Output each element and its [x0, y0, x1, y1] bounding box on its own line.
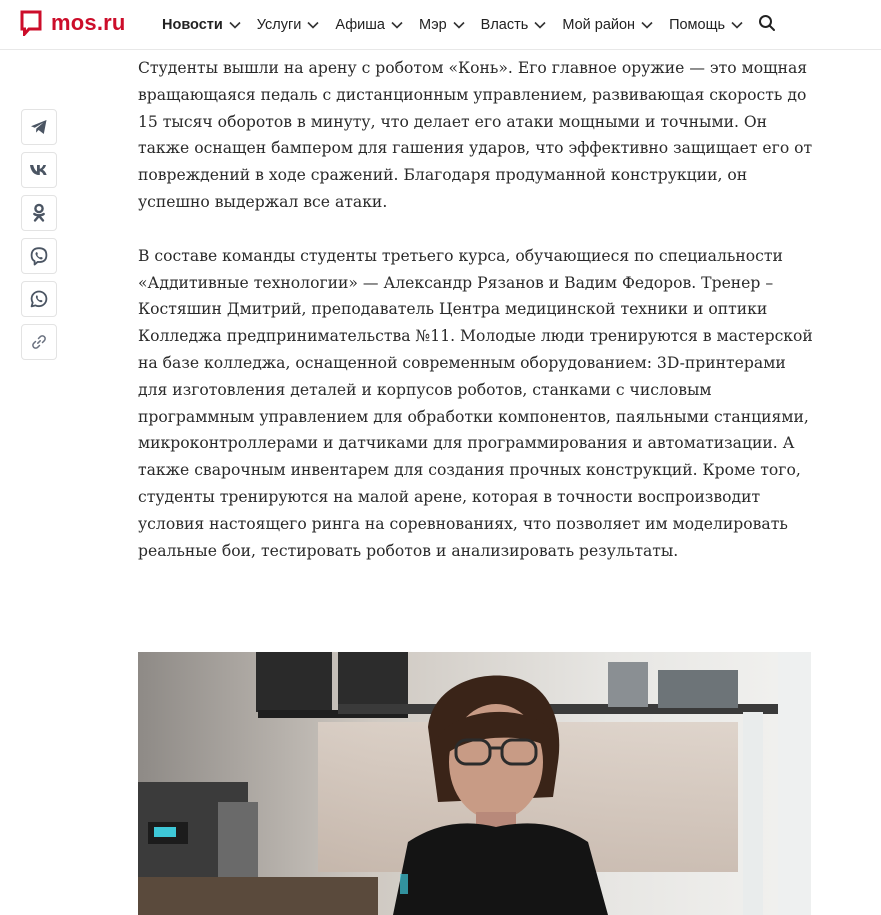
photo-illustration: [138, 652, 811, 915]
nav-item-help[interactable]: [669, 17, 743, 33]
vk-icon: [29, 164, 49, 176]
chevron-down-icon: [391, 21, 403, 29]
chevron-down-icon: [453, 21, 465, 29]
article-photo: [138, 652, 811, 915]
nav-item-label: Мой район: [562, 17, 636, 33]
search-icon[interactable]: [758, 14, 776, 32]
logo[interactable]: [20, 10, 126, 36]
nav-item-label: Мэр: [418, 17, 447, 33]
copy-link-button[interactable]: [21, 324, 57, 360]
logo-mark-icon: [20, 10, 42, 36]
share-whatsapp-button[interactable]: [21, 281, 57, 317]
nav-item-label: Услуги: [256, 17, 302, 33]
share-panel: [21, 109, 57, 367]
whatsapp-icon: [30, 290, 48, 308]
nav-item-government[interactable]: [481, 17, 547, 33]
nav-item-label: Власть: [480, 17, 529, 33]
share-odnoklassniki-button[interactable]: [21, 195, 57, 231]
nav-item-label: Новости: [162, 17, 223, 33]
nav-item-services[interactable]: [257, 17, 320, 33]
nav-item-my-district[interactable]: [562, 17, 653, 33]
article-body: [138, 55, 818, 591]
article-paragraph: В составе команды студенты третьего курса, обучающиеся по специальности «Аддитивные технологии» — Александр Рязанов и Вадим Федоров. Тренер – Костяшин Дмитрий, преподаватель Центра медицинской техники и оптики Колледжа предпринимательства №11. Молодые люди тренируются в мастерской на базе колледжа, оснащенной современным оборудованием: 3D-принтерами для изготовления деталей и корпусов роботов, станками с числовым программным управлением для обработки компонентов, паяльными станциями, микроконтроллерами и датчиками для программирования и автоматизации. А также сварочным инвентарем для создания прочных конструкций. Кроме того, студенты тренируются на малой арене, которая в точности воспроизводит условия настоящего ринга на соревнованиях, что позволяет им моделировать реальные бои, тестировать роботов и анализировать результаты.: [138, 246, 813, 560]
main-nav: [162, 0, 759, 50]
share-vk-button[interactable]: [21, 152, 57, 188]
logo-text: mos.ru: [51, 10, 126, 35]
chevron-down-icon: [641, 21, 653, 29]
telegram-icon: [30, 119, 48, 135]
nav-item-label: Афиша: [335, 17, 385, 33]
nav-item-label: Помощь: [669, 17, 726, 33]
site-header: [0, 0, 881, 50]
viber-icon: [30, 247, 48, 266]
chevron-down-icon: [307, 21, 319, 29]
chevron-down-icon: [229, 21, 241, 29]
nav-item-afisha[interactable]: [335, 17, 403, 33]
nav-item-news[interactable]: [162, 17, 241, 33]
share-telegram-button[interactable]: [21, 109, 57, 145]
odnoklassniki-icon: [32, 203, 46, 223]
share-viber-button[interactable]: [21, 238, 57, 274]
article-paragraph: Студенты вышли на арену с роботом «Конь». Его главное оружие — это мощная вращающаяся педаль с дистанционным управлением, развивающая скорость до 15 тысяч оборотов в минуту, что делает его атаки мощными и точными. Он также оснащен бампером для гашения ударов, что эффективно защищает его от повреждений в ходе сражений. Благодаря продуманной конструкции, он успешно выдержал все атаки.: [138, 59, 813, 211]
link-icon: [31, 334, 47, 350]
chevron-down-icon: [731, 21, 743, 29]
nav-item-mayor[interactable]: [419, 17, 465, 33]
chevron-down-icon: [534, 21, 546, 29]
